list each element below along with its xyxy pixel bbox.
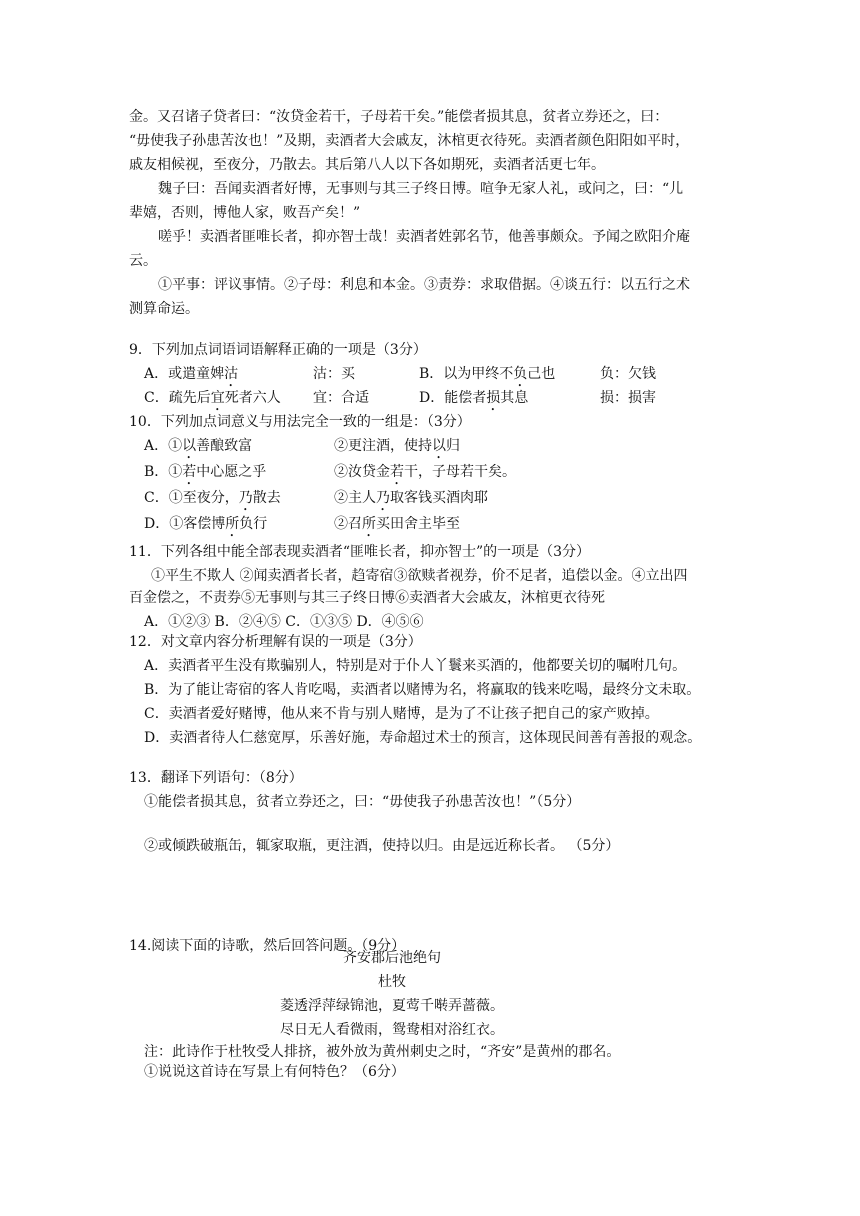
option-text: ②更注酒，使持 xyxy=(334,438,432,454)
option-text: 归 xyxy=(446,438,460,454)
dotted-word: 损 xyxy=(486,390,501,406)
question-stem: 14.阅读下面的诗歌，然后回答问题。（9分） xyxy=(129,938,406,954)
option-letter: C． xyxy=(144,390,169,406)
option-letter: B． xyxy=(144,464,169,480)
poem-verse-2 xyxy=(0,1020,860,1040)
option-d-second xyxy=(334,514,460,534)
poem-verse-text: 菱透浮萍绿锦池，夏莺千啭弄蔷薇。 xyxy=(280,998,504,1014)
option-text: 以为甲终不 xyxy=(443,366,514,382)
translation-item-2: ②或倾跌破瓶缶，辄家取瓶，更注酒，使持以归。由是远近称长者。 （5分） xyxy=(144,838,620,854)
option-c-second xyxy=(334,488,488,508)
question-stem: 13．翻译下列语句：（8分） xyxy=(129,770,303,786)
option-d xyxy=(419,388,528,408)
dotted-word: 所 xyxy=(362,516,376,532)
option-d xyxy=(144,514,267,534)
option-text: 其息 xyxy=(500,390,529,406)
option-text: ①客偿博 xyxy=(169,516,226,532)
option-text: 买田舍主毕至 xyxy=(376,516,460,532)
poem-question-1: ①说说这首诗在写景上有何特色？（6分） xyxy=(144,1064,405,1080)
option-text: ②汝贷金 xyxy=(334,464,390,480)
dotted-word: 若 xyxy=(182,464,197,480)
option-text: 己也 xyxy=(527,366,556,382)
dotted-word: 若 xyxy=(390,464,404,480)
option-a xyxy=(144,364,238,384)
option-letter: D． xyxy=(144,516,170,532)
option-d: D．卖酒者待人仁慈宽厚，乐善好施，寿命超过术士的预言，这体现民间善有善报的观念。 xyxy=(144,730,702,746)
option-text: ① xyxy=(168,464,183,480)
option-text: 善酿致富 xyxy=(196,438,253,454)
option-gloss: 宜：合适 xyxy=(313,390,369,406)
dotted-word: 宜 xyxy=(210,390,225,406)
option-text: ① xyxy=(168,438,183,454)
option-text: 能偿者 xyxy=(444,390,487,406)
option-letter: C． xyxy=(144,490,169,506)
answer-choices: A．①②③ B．②④⑤ C．①③⑤ D．④⑤⑥ xyxy=(144,614,424,630)
option-text: 取客钱买酒肉耶 xyxy=(390,490,488,506)
passage-line: 云。 xyxy=(129,253,157,269)
option-text: ①至夜分， xyxy=(168,490,239,506)
option-a xyxy=(144,436,252,456)
option-c: C．卖酒者爱好赌博，他从来不肯与别人赌博，是为了不让孩子把自己的家产败掉。 xyxy=(144,706,659,722)
option-letter: B． xyxy=(419,366,444,382)
option-a-second xyxy=(334,436,460,456)
translation-item-1: ①能偿者损其息，贫者立券还之，曰：“毋使我子孙患苦汝也！”（5分） xyxy=(144,794,581,810)
dotted-word: 以 xyxy=(432,438,446,454)
poem-note: 注：此诗作于杜牧受人排挤，被外放为黄州刺史之时，“齐安”是黄州的郡名。 xyxy=(144,1044,621,1060)
poem-title xyxy=(0,948,860,968)
option-text: ②主人 xyxy=(334,490,376,506)
passage-line: 金。又召诸子贷者曰：“汝贷金若干，子母若干矣。”能偿者损其息，贫者立券还之，曰： xyxy=(129,109,669,125)
option-a: A．卖酒者平生没有欺骗别人，特别是对于仆人丫鬟来买酒的，他都要关切的嘱咐几句。 xyxy=(144,658,687,674)
poem-author xyxy=(0,972,860,992)
poem-title-text: 齐安郡后池绝句 xyxy=(343,950,441,966)
question-stem: 11．下列各组中能全部表现卖酒者“匪唯长者，抑亦智士”的一项是（3分） xyxy=(129,544,591,560)
option-b xyxy=(419,364,555,384)
dotted-word: 以 xyxy=(182,438,197,454)
option-b-second xyxy=(334,462,516,482)
option-gloss: 损：损害 xyxy=(600,390,656,406)
dotted-word: 乃 xyxy=(376,490,390,506)
poem-verse-text: 尽日无人看微雨，鸳鸯相对浴红衣。 xyxy=(280,1022,504,1038)
option-text: 干，子母若干矣。 xyxy=(404,464,516,480)
question-body-line: 百金偿之，不责券⑤无事则与其三子终日博⑥卖酒者大会戚友，沐棺更衣待死 xyxy=(129,590,605,606)
poem-author-text: 杜牧 xyxy=(378,974,406,990)
option-text: 或遣童婢 xyxy=(168,366,225,382)
passage-line: 嗟乎！卖酒者匪唯长者，抑亦智士哉！卖酒者姓郭名节，他善事颇众。予闻之欧阳介庵 xyxy=(158,229,690,245)
option-text: 疏先后 xyxy=(168,390,211,406)
option-text: 散去 xyxy=(252,490,281,506)
option-b: B．为了能让寄宿的客人肯吃喝，卖酒者以赌博为名，将赢取的钱来吃喝，最终分文未取。 xyxy=(144,682,701,698)
dotted-word: 所 xyxy=(225,516,240,532)
question-stem: 12．对文章内容分析理解有误的一项是（3分） xyxy=(129,634,422,650)
option-letter: D． xyxy=(419,390,445,406)
passage-line: “毋使我子孙患苦汝也！”及期，卖酒者大会戚友，沐棺更衣待死。卖酒者颜色阳阳如平时， xyxy=(129,133,690,149)
option-gloss: 沽：买 xyxy=(313,366,355,382)
option-letter: A． xyxy=(144,438,169,454)
option-text: 死者六人 xyxy=(224,390,281,406)
passage-line: 戚友相候视，至夜分，乃散去。其后第八人以下各如期死，卖酒者活更七年。 xyxy=(129,157,605,173)
dotted-word: 沽 xyxy=(224,366,239,382)
option-letter: A． xyxy=(144,366,169,382)
question-stem: 10．下列加点词意义与用法完全一致的一组是：（3分） xyxy=(129,414,471,430)
question-stem: 9．下列加点词语词语解释正确的一项是（3分） xyxy=(129,342,427,358)
option-gloss: 负：欠钱 xyxy=(600,366,656,382)
option-text: 负行 xyxy=(239,516,268,532)
dotted-word: 乃 xyxy=(238,490,253,506)
passage-line: 辈嬉，否则，博他人家，败吾产矣！” xyxy=(129,205,361,221)
option-text: ②召 xyxy=(334,516,362,532)
poem-verse-1 xyxy=(0,996,860,1016)
question-body-line: ①平生不欺人 ②闻卖酒者长者，趋寄宿③欲赎者视券，价不足者，追偿以金。④立出四 xyxy=(151,568,688,584)
footnote-line: ①平事：评议事情。②子母：利息和本金。③责券：求取借据。④谈五行：以五行之术 xyxy=(158,277,690,293)
option-b xyxy=(144,462,266,482)
dotted-word: 负 xyxy=(513,366,528,382)
option-text: 中心愿之乎 xyxy=(196,464,267,480)
passage-line: 魏子曰：吾闻卖酒者好博，无事则与其三子终日博。喧争无家人礼，或问之，曰：“儿 xyxy=(158,181,684,197)
option-c xyxy=(144,388,281,408)
footnote-line: 测算命运。 xyxy=(129,301,199,317)
option-c xyxy=(144,488,281,508)
